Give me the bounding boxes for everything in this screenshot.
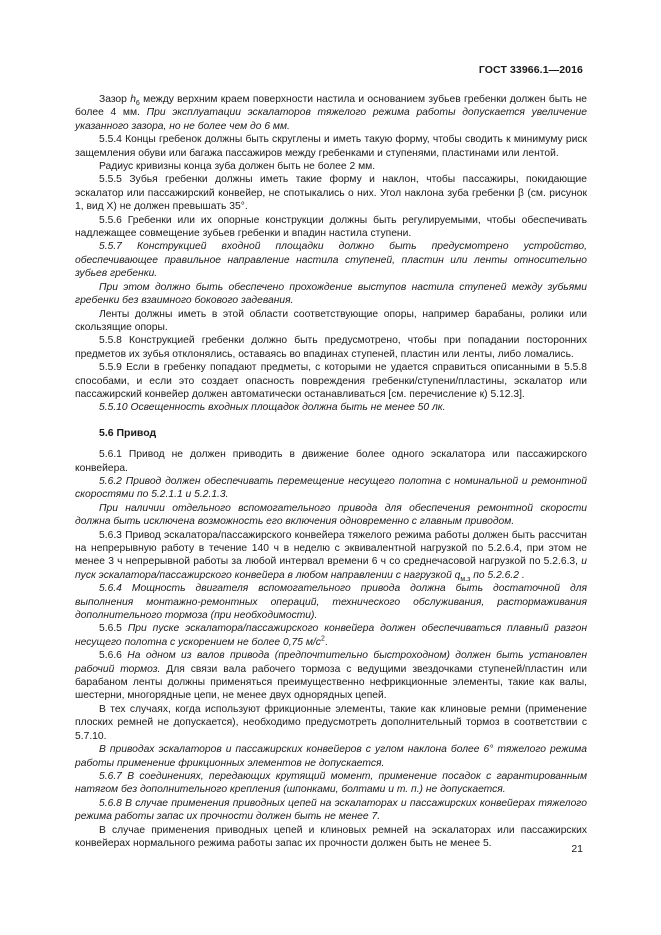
paragraph-5-6-8: 5.6.8 В случае применения приводных цепей на эскалаторах и пассажирских конвейерах тяжелого режима работы запас их прочности должен быть не менее 7. — [75, 797, 587, 823]
superscript-2: 2 — [320, 635, 325, 643]
paragraph-5-6-6 — [75, 649, 587, 703]
paragraph-5-5-7: 5.5.7 Конструкцией входной площадки должно быть предусмотрено устройство, обеспечивающее правильное направление настила ступеней, пластин или ленты относительно зубьев гребенки. — [75, 241, 587, 280]
paragraph-belt-supports: Ленты должны иметь в этой области соответствующие опоры, например барабаны, ролики или скользящие опоры. — [75, 308, 587, 333]
paragraph-5-6-4: 5.6.4 Мощность двигателя вспомогательного привода должна быть достаточной для выполнения монтажно-ремонтных операций, технического обслуживания, растормаживания дополнительного тормоза (при необходимости). — [75, 583, 587, 622]
variable-h: h — [130, 94, 136, 105]
paragraph-heavy-duty-friction: В приводах эскалаторов и пассажирских конвейеров с углом наклона более 6° тяжелого режима работы применение фрикционных элементов не допускается. — [75, 744, 587, 769]
paragraph-normal-duty-chains: В случае применения приводных цепей и клиновых ремней на эскалаторах или пассажирских конвейерах нормального режима работы запас их прочности должен быть не менее 5. — [75, 824, 587, 849]
paragraph-italic-text: по 5.2.6.2 . — [470, 569, 525, 581]
paragraph-5-5-4: 5.5.4 Концы гребенок должны быть скруглены и иметь такую форму, чтобы сводить к минимуму риск защемления обуви или багажа пассажиров между гребенками и ступенями, пластинами или лентой. — [75, 134, 587, 159]
paragraph-friction-elements: В тех случаях, когда используют фрикционные элементы, такие как клиновые ремни (применение плоских ремней не допускается), необходимо предусмотреть дополнительный тормоз в соответствии с 5.7.10. — [75, 703, 587, 742]
document-body — [75, 93, 587, 850]
paragraph-text: 5.6.5 — [99, 623, 128, 635]
paragraph-5-5-9: 5.5.9 Если в гребенку попадают предметы, с которыми не удается справиться описанными в 5.5.8 способами, и если это создает опасность повреждения гребенки/ступени/пластины, эскалатор или пассажирский конвейер должен автоматически останавливаться [см. перечисление к) 5.12.3]. — [75, 362, 587, 400]
paragraph-5-5-10: 5.5.10 Освещенность входных площадок должна быть не менее 50 лк. — [99, 402, 446, 414]
paragraph-italic-text: При эксплуатации эскалаторов тяжелого режима работы допускается увеличение указанного зазора, но не более чем до 6 мм. — [75, 107, 587, 132]
paragraph-5-5-5: 5.5.5 Зубья гребенки должны иметь такие форму и наклон, чтобы пассажиры, покидающие эскалатор или пассажирский конвейер, не спотыкались о них. Угол наклона зуба гребенки β (см. рисунок 1, вид Х) не должен превышать 35°. — [75, 174, 587, 213]
paragraph-5-6-1: 5.6.1 Привод не должен приводить в движение более одного эскалатора или пассажирского конвейера. — [75, 449, 587, 474]
document-header-id: ГОСТ 33966.1—2016 — [478, 64, 583, 76]
paragraph-5-6-7: 5.6.7 В соединениях, передающих крутящий момент, применение посадок с гарантированным натягом без дополнительного крепления (шпонками, болтами и т. п.) не допускается. — [75, 770, 587, 796]
paragraph-5-5-8: 5.5.8 Конструкцией гребенки должно быть предусмотрено, чтобы при попадании посторонних предметов их зубья отклонялись, оставаясь во впадинах ступеней, пластин или ленты, либо ломались. — [75, 335, 587, 360]
paragraph-text: Зазор — [99, 94, 131, 105]
paragraph-5-6-2: 5.6.2 Привод должен обеспечивать перемещение несущего полотна с номинальной и ремонтной скоростями по 5.2.1.1 и 5.2.1.3. — [75, 475, 587, 501]
page-number: 21 — [571, 843, 583, 855]
paragraph-5-5-6: 5.5.6 Гребенки или их опорные конструкции должны быть регулируемыми, чтобы обеспечивать надлежащее совмещение зубьев гребенки и впадин настила ступени. — [75, 214, 587, 240]
paragraph-radius: Радиус кривизны конца зуба должен быть не более 2 мм. — [99, 161, 376, 173]
paragraph-5-5-7-note: При этом должно быть обеспечено прохождение выступов настила ступеней между зубьями гребенки без взаимного бокового задевания. — [75, 281, 587, 307]
paragraph-5-6-5 — [75, 622, 587, 649]
paragraph-text: . — [324, 636, 328, 648]
paragraph-text: 5.6.6 — [99, 650, 128, 662]
paragraph-italic-text: и пуск эскалатора/пассажирского конвейера в любом направлении с нагрузкой q — [75, 556, 587, 581]
subscript-6: 6 — [135, 100, 140, 108]
subscript-mz: м.з — [460, 575, 471, 583]
paragraph-italic-text: На одном из валов привода (предпочтительно быстроходном) должен быть установлен рабочий тормоз. — [75, 650, 588, 675]
paragraph-gap-h6 — [75, 93, 587, 133]
spacer — [75, 415, 587, 427]
paragraph-text: 5.6.3 Привод эскалатора/пассажирского конвейера тяжелого режима работы должен быть рассчитан на непрерывную работу в течение 140 ч в неделю с эквивалентной нагрузкой по 5.2.6.4, при этом не менее 3 ч непрерывной работы за любой интервал времени 6 ч со среднечасовой нагрузкой по 5.2.6.3, — [75, 529, 587, 568]
paragraph-text: Для связи вала рабочего тормоза с ведущими звездочками ступеней/пластин или барабаном ленты должны применяться преимущественно нефрикционные элементы, такие как валы, шестерни, многорядные цепи, не менее двух однорядных цепей. — [75, 663, 587, 702]
paragraph-text: между верхним краем поверхности настила и основанием зубьев гребенки должен быть не более 4 мм. — [75, 94, 587, 119]
paragraph-5-6-2-note: При наличии отдельного вспомогательного привода для обеспечения ремонтной скорости должна быть исключена возможность его включения одновременно с главным приводом. — [75, 502, 587, 528]
paragraph-5-6-3 — [75, 529, 587, 583]
section-title: 5.6 Привод — [99, 426, 157, 439]
paragraph-italic-text: При пуске эскалатора/пассажирского конвейера должен обеспечиваться плавный разгон несущего полотна с ускорением не более 0,75 м/с — [75, 623, 588, 648]
